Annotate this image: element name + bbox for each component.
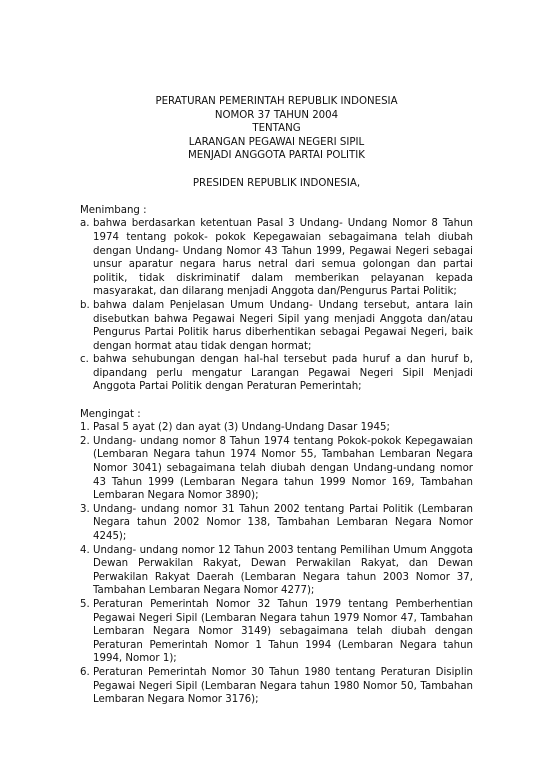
list-marker: c. bbox=[80, 354, 89, 366]
list-item bbox=[80, 435, 473, 503]
list-item bbox=[80, 666, 473, 707]
mengingat-list bbox=[80, 421, 473, 706]
list-marker: 3. bbox=[80, 503, 90, 515]
list-item-text: Peraturan Pemerintah Nomor 32 Tahun 1979 tentang Pemberhentian Pegawai Negeri Sipil (Lembaran Negara tahun 1979 Nomor 47, Tambahan Lembaran Negara Nomor 3149) sebagaimana telah diubah dengan Peraturan Pemerintah Nomor 1 Tahun 1994 (Lembaran Negara tahun 1994, Nomor 1); bbox=[93, 598, 473, 665]
spacer bbox=[80, 190, 473, 204]
list-item-text: bahwa dalam Penjelasan Umum Undang- Undang tersebut, antara lain disebutkan bahwa Pegawai Negeri Sipil yang menjadi Anggota dan/atau Pengurus Partai Politik harus diberhentikan sebagai Pegawai Negeri, baik dengan hormat atau tidak dengan hormat; bbox=[93, 299, 473, 352]
title-line-5: MENJADI ANGGOTA PARTAI POLITIK bbox=[188, 150, 365, 162]
document-body bbox=[80, 95, 473, 707]
mengingat-label: Mengingat : bbox=[80, 408, 141, 420]
title-line-4: LARANGAN PEGAWAI NEGERI SIPIL bbox=[188, 136, 365, 148]
president-heading: PRESIDEN REPUBLIK INDONESIA, bbox=[192, 177, 361, 189]
list-item-text: bahwa sehubungan dengan hal-hal tersebut pada huruf a dan huruf b, dipandang perlu mengatur Larangan Pegawai Negeri Sipil Menjadi Anggota Partai Politik dengan Peraturan Pemerintah; bbox=[93, 354, 473, 393]
list-item-text: Pasal 5 ayat (2) dan ayat (3) Undang-Undang Dasar 1945; bbox=[93, 422, 390, 434]
list-item bbox=[80, 421, 473, 435]
list-marker: b. bbox=[80, 299, 90, 311]
list-marker: 1. bbox=[80, 422, 90, 434]
title-line-1: PERATURAN PEMERINTAH REPUBLIK INDONESIA bbox=[155, 96, 398, 107]
list-item-text: Peraturan Pemerintah Nomor 30 Tahun 1980 tentang Peraturan Disiplin Pegawai Negeri Sipil (Lembaran Negara tahun 1980 Nomor 50, Tambahan Lembaran Negara Nomor 3176); bbox=[93, 666, 473, 706]
title-line-2: NOMOR 37 TAHUN 2004 bbox=[214, 109, 339, 121]
list-item bbox=[80, 217, 473, 299]
list-marker: a. bbox=[80, 218, 90, 230]
list-item bbox=[80, 598, 473, 666]
menimbang-list bbox=[80, 217, 473, 394]
list-item-text: Undang- undang nomor 8 Tahun 1974 tentang Pokok-pokok Kepegawaian (Lembaran Negara tahun 1974 Nomor 55, Tambahan Lembaran Negara Nomor 3041) sebagaimana telah diubah dengan Undang-undang nomor 43 Tahun 1999 (Lembaran Negara tahun 1999 Nomor 169, Tambahan Lembaran Negara Nomor 3890); bbox=[93, 435, 473, 502]
list-item bbox=[80, 353, 473, 394]
list-marker: 6. bbox=[80, 666, 90, 678]
title-line-3: TENTANG bbox=[252, 123, 301, 135]
list-item-text: Undang- undang nomor 12 Tahun 2003 tentang Pemilihan Umum Anggota Dewan Perwakilan Rakyat, Dewan Perwakilan Rakyat, dan Dewan Perwakilan Rakyat Daerah (Lembaran Negara tahun 2003 Nomor 37, Tambahan Lembaran Negara Nomor 4277); bbox=[93, 544, 473, 597]
list-item bbox=[80, 544, 473, 598]
spacer bbox=[80, 394, 473, 408]
menimbang-label: Menimbang : bbox=[80, 204, 147, 216]
regulation-title bbox=[80, 95, 473, 163]
list-item bbox=[80, 503, 473, 544]
list-item-text: bahwa berdasarkan ketentuan Pasal 3 Undang- Undang Nomor 8 Tahun 1974 tentang pokok- pokok Kepegawaian sebagaimana telah diubah dengan Undang- Undang Nomor 43 Tahun 1999, Pegawai Negeri sebagai unsur aparatur negara harus netral dari semua golongan dan partai politik, tidak diskriminatif dalam memberikan pelayanan kepada masyarakat, dan dilarang menjadi Anggota dan/Pengurus Partai Politik; bbox=[93, 218, 473, 298]
list-marker: 4. bbox=[80, 544, 90, 556]
list-marker: 5. bbox=[80, 598, 90, 610]
list-marker: 2. bbox=[80, 435, 90, 447]
list-item-text: Undang- undang nomor 31 Tahun 2002 tentang Partai Politik (Lembaran Negara tahun 2002 Nomor 138, Tambahan Lembaran Negara Nomor 4245); bbox=[93, 503, 473, 542]
spacer bbox=[80, 163, 473, 177]
list-item bbox=[80, 299, 473, 353]
